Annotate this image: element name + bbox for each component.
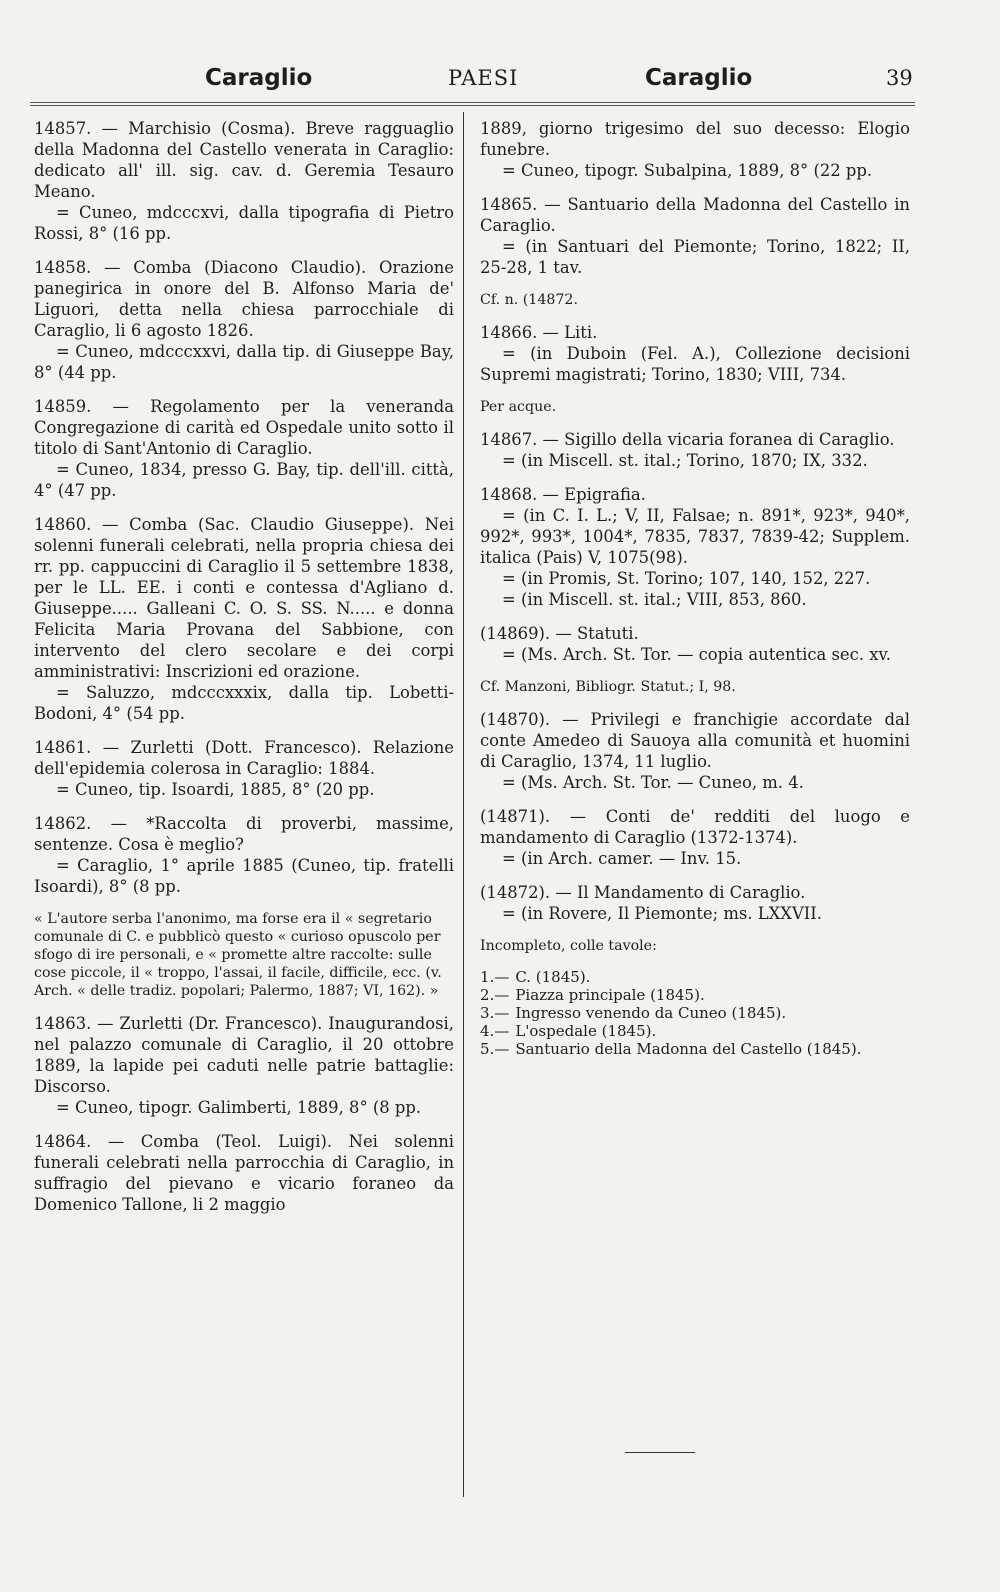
entry-14857 (34, 118, 454, 244)
plate-caption: Santuario della Madonna del Castello (1845). (515, 1040, 862, 1058)
plate-number: 5.— (480, 1040, 510, 1058)
entry-imprint: = Caraglio, 1° aprile 1885 (Cuneo, tip. fratelli Isoardi), 8° (8 pp. (34, 856, 454, 896)
entry-note: Cf. n. (14872. (480, 292, 578, 308)
entry-14872-note (480, 937, 910, 955)
entry-title: 14862. — *Raccolta di proverbi, massime, sentenze. Cosa è meglio? (34, 814, 454, 854)
entry-title: 14860. — Comba (Sac. Claudio Giuseppe). Nei solenni funerali celebrati, nella propria chiesa dei rr. pp. cappuccini di Caraglio il 5 settembre 1838, per le LL. EE. i conti e contessa d'Agliano d. Giuseppe..... Galleani C. O. S. SS. N..... e donna Felicita Maria Provana del Sabbione, con intervento del clero secolare e dei corpi amministrativi: Inscrizioni ed orazione. (34, 515, 454, 681)
plate-caption: Piazza principale (1845). (515, 986, 705, 1004)
entry-imprint: = (in Miscell. st. ital.; VIII, 853, 860. (502, 590, 807, 609)
entry-title: 14861. — Zurletti (Dott. Francesco). Relazione dell'epidemia colerosa in Caraglio: 1884. (34, 738, 454, 778)
entry-imprint: = (Ms. Arch. St. Tor. — Cuneo, m. 4. (502, 773, 804, 792)
entry-title: (14869). — Statuti. (480, 624, 639, 643)
entry-imprint: = Saluzzo, mdcccxxxix, dalla tip. Lobetti-Bodoni, 4° (54 pp. (34, 683, 454, 723)
plate-item (480, 986, 910, 1004)
plate-number: 1.— (480, 968, 510, 986)
entry-title: (14871). — Conti de' redditi del luogo e mandamento di Caraglio (1372-1374). (480, 807, 910, 847)
entry-imprint: = (Ms. Arch. St. Tor. — copia autentica sec. xv. (502, 645, 892, 664)
entry-imprint: = Cuneo, tipogr. Galimberti, 1889, 8° (8 pp. (56, 1098, 422, 1117)
plate-number: 3.— (480, 1004, 510, 1022)
entry-title: 14865. — Santuario della Madonna del Castello in Caraglio. (480, 195, 910, 235)
entry-imprint: = (in Promis, St. Torino; 107, 140, 152, 227. (502, 569, 871, 588)
entry-14871 (480, 806, 910, 869)
entry-imprint: = (in Rovere, Il Piemonte; ms. LXXVII. (502, 904, 822, 923)
entry-14869-note (480, 678, 910, 696)
column-divider (463, 112, 464, 1497)
entry-14859 (34, 396, 454, 501)
entry-imprint: = Cuneo, 1834, presso G. Bay, tip. dell'ill. città, 4° (47 pp. (34, 460, 454, 500)
entry-14865 (480, 194, 910, 278)
plate-caption: L'ospedale (1845). (515, 1022, 657, 1040)
running-head-right-title: Caraglio (645, 65, 753, 91)
entry-title: 14867. — Sigillo della vicaria foranea di Caraglio. (480, 430, 895, 449)
entry-imprint: = (in Miscell. st. ital.; Torino, 1870; IX, 332. (502, 451, 868, 470)
plate-number: 2.— (480, 986, 510, 1004)
entry-title: 14864. — Comba (Teol. Luigi). Nei solenni funerali celebrati nella parrocchia di Caraglio, in suffragio del pievano e vicario foraneo da Domenico Tallone, li 2 maggio (34, 1132, 454, 1214)
entry-imprint: = (in Santuari del Piemonte; Torino, 1822; II, 25-28, 1 tav. (480, 237, 910, 277)
entry-14862-note (34, 910, 454, 1000)
entry-imprint: = Cuneo, mdcccxxvi, dalla tip. di Giuseppe Bay, 8° (44 pp. (34, 342, 454, 382)
entry-14869 (480, 623, 910, 665)
entry-14865-note (480, 291, 910, 309)
entry-imprint: = Cuneo, tip. Isoardi, 1885, 8° (20 pp. (56, 780, 375, 799)
plate-item (480, 1040, 910, 1058)
entry-title: 14863. — Zurletti (Dr. Francesco). Inaugurandosi, nel palazzo comunale di Caraglio, il 20 ottobre 1889, la lapide pei caduti nelle patrie battaglie: Discorso. (34, 1014, 454, 1096)
entry-14870 (480, 709, 910, 793)
entry-note: Incompleto, colle tavole: (480, 938, 657, 954)
plate-item (480, 1022, 910, 1040)
end-rule (625, 1452, 695, 1453)
entry-title: 14859. — Regolamento per la veneranda Congregazione di carità ed Ospedale unito sotto il titolo di Sant'Antonio di Caraglio. (34, 397, 454, 458)
header-rule (30, 102, 915, 103)
entry-note: « L'autore serba l'anonimo, ma forse era il « segretario comunale di C. e pubblicò questo « curioso opuscolo per sfogo di ire personali, e « promette altre raccolte: sulle cose piccole, il « troppo, l'assai, il facile, difficile, ecc. (v. Arch. « delle tradiz. popolari; Palermo, 1887; VI, 162). » (34, 911, 442, 999)
plate-item (480, 1004, 910, 1022)
header-rule-double (30, 105, 915, 106)
entry-title: (14870). — Privilegi e franchigie accordate dal conte Amedeo di Sauoya alla comunità et huomini di Caraglio, 1374, 11 luglio. (480, 710, 910, 771)
entry-14868 (480, 484, 910, 610)
entry-14860 (34, 514, 454, 724)
plate-number: 4.— (480, 1022, 510, 1040)
right-column (480, 118, 910, 1058)
plate-caption: Ingresso venendo da Cuneo (1845). (515, 1004, 787, 1022)
plate-list (480, 968, 910, 1058)
entry-imprint: = (in C. I. L.; V, II, Falsae; n. 891*, 923*, 940*, 992*, 993*, 1004*, 7835, 7837, 7839-42; Supplem. italica (Pais) V, 1075(98). (480, 506, 910, 567)
running-head-section: PAESI (448, 66, 519, 90)
entry-title: 14858. — Comba (Diacono Claudio). Orazione panegirica in onore del B. Alfonso Maria de' Liguori, detta nella chiesa parrocchiale di Caraglio, li 6 agosto 1826. (34, 258, 454, 340)
entry-note: Cf. Manzoni, Bibliogr. Statut.; I, 98. (480, 679, 736, 695)
entry-14864-continued (480, 118, 910, 181)
entry-note: Per acque. (480, 399, 557, 415)
running-head (0, 58, 1000, 98)
entry-title-continued: 1889, giorno trigesimo del suo decesso: Elogio funebre. (480, 119, 910, 159)
entry-title: 14868. — Epigrafia. (480, 485, 646, 504)
plate-caption: C. (1845). (515, 968, 591, 986)
entry-14861 (34, 737, 454, 800)
entry-title: 14857. — Marchisio (Cosma). Breve ragguaglio della Madonna del Castello venerata in Caraglio: dedicato all' ill. sig. cav. d. Geremia Tesauro Meano. (34, 119, 454, 201)
entry-14862 (34, 813, 454, 897)
running-head-left-title: Caraglio (205, 65, 313, 91)
entry-14866 (480, 322, 910, 385)
entry-title: 14866. — Liti. (480, 323, 598, 342)
plate-item (480, 968, 910, 986)
entry-title: (14872). — Il Mandamento di Caraglio. (480, 883, 806, 902)
entry-14858 (34, 257, 454, 383)
left-column (34, 118, 454, 1228)
entry-imprint: = Cuneo, mdcccxvi, dalla tipografia di Pietro Rossi, 8° (16 pp. (34, 203, 454, 243)
entry-14863 (34, 1013, 454, 1118)
entry-14866-note (480, 398, 910, 416)
entry-imprint: = (in Arch. camer. — Inv. 15. (502, 849, 742, 868)
entry-imprint: = (in Duboin (Fel. A.), Collezione decisioni Supremi magistrati; Torino, 1830; VIII, 734. (480, 344, 910, 384)
entry-14872 (480, 882, 910, 924)
entry-14864 (34, 1131, 454, 1215)
entry-imprint: = Cuneo, tipogr. Subalpina, 1889, 8° (22 pp. (502, 161, 873, 180)
page-number: 39 (886, 66, 913, 90)
entry-14867 (480, 429, 910, 471)
